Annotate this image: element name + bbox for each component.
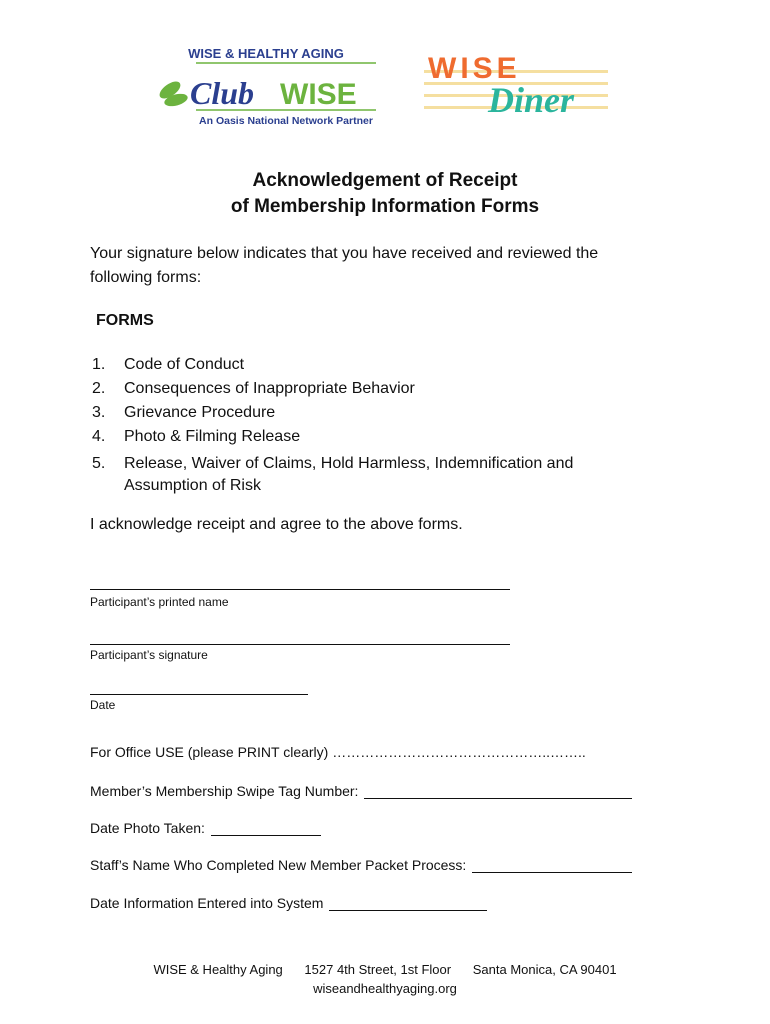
list-text: Code of Conduct — [124, 356, 245, 373]
swipe-tag-label: Member’s Membership Swipe Tag Number: — [90, 783, 359, 799]
document-title: Acknowledgement of Receipt — [252, 170, 518, 191]
signature-caption: Participant’s signature — [90, 648, 208, 662]
list-item — [92, 353, 244, 377]
office-use-heading: For Office USE (please PRINT clearly) ………………………………………..…….. — [90, 744, 586, 760]
list-number: 2. — [92, 380, 106, 397]
clubwise-top-text: WISE & HEALTHY AGING — [188, 46, 344, 61]
photo-date-row — [90, 820, 321, 836]
list-text: Release, Waiver of Claims, Hold Harmless, Indemnification and — [124, 455, 574, 472]
list-number: 4. — [92, 428, 106, 445]
clubwise-wise-text: WISE — [280, 78, 357, 111]
footer-website[interactable]: wiseandhealthyaging.org — [313, 981, 457, 996]
clubwise-club-text: Club — [190, 75, 255, 111]
list-item — [92, 425, 300, 449]
swipe-tag-row — [90, 783, 632, 799]
list-item-continuation: Assumption of Risk — [124, 477, 261, 494]
date-caption: Date — [90, 698, 116, 712]
diner-script-text: Diner — [488, 80, 575, 120]
date-line[interactable] — [90, 694, 308, 695]
staff-name-row — [90, 857, 632, 873]
list-number: 1. — [92, 356, 106, 373]
acknowledgement-text: I acknowledge receipt and agree to the above forms. — [90, 516, 463, 533]
wise-diner-logo — [420, 48, 612, 122]
footer-city: Santa Monica, CA 90401 — [472, 962, 617, 977]
footer-org: WISE & Healthy Aging — [153, 962, 283, 977]
footer-street: 1527 4th Street, 1st Floor — [304, 962, 452, 977]
list-number: 3. — [92, 404, 106, 421]
printed-name-line[interactable] — [90, 589, 510, 590]
list-item — [92, 452, 573, 476]
entered-date-row — [90, 895, 487, 911]
staff-name-field[interactable] — [472, 858, 632, 873]
intro-line-1: Your signature below indicates that you have received and reviewed the — [90, 245, 599, 262]
staff-name-label: Staff’s Name Who Completed New Member Packet Process: — [90, 857, 467, 873]
swipe-tag-field[interactable] — [364, 784, 632, 799]
clubwise-tagline: An Oasis National Network Partner — [199, 115, 373, 127]
list-text: Grievance Procedure — [124, 404, 276, 421]
list-item — [92, 377, 415, 401]
diner-wise-text: WISE — [428, 52, 521, 85]
forms-heading: FORMS — [96, 312, 154, 329]
list-item — [92, 401, 275, 425]
intro-line-2: following forms: — [90, 269, 202, 286]
clubwise-logo — [150, 44, 382, 128]
entered-date-field[interactable] — [329, 896, 487, 911]
footer-address — [0, 962, 770, 977]
list-number: 5. — [92, 455, 106, 472]
list-text: Photo & Filming Release — [124, 428, 301, 445]
entered-date-label: Date Information Entered into System — [90, 895, 324, 911]
document-subtitle: of Membership Information Forms — [230, 196, 540, 217]
list-text: Consequences of Inappropriate Behavior — [124, 380, 415, 397]
signature-line[interactable] — [90, 644, 510, 645]
photo-date-label: Date Photo Taken: — [90, 820, 205, 836]
photo-date-field[interactable] — [211, 821, 321, 836]
printed-name-caption: Participant’s printed name — [90, 595, 229, 609]
